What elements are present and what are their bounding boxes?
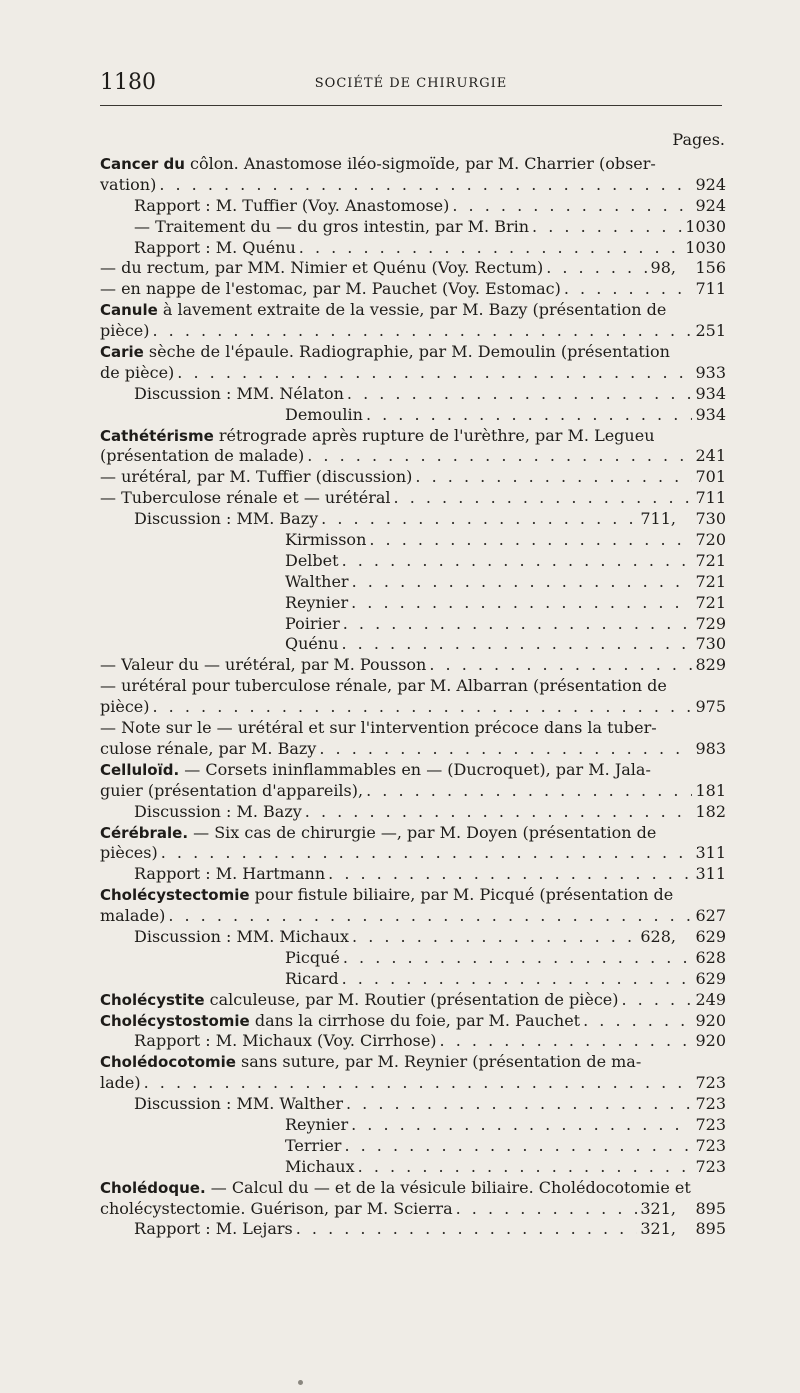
entry-heading: Cholécystite	[100, 990, 205, 1009]
leader-dots	[305, 802, 693, 823]
entry-body: de pièce)	[100, 362, 175, 382]
entry-body: dans la cirrhose du foie, par M. Pauchet	[249, 1010, 581, 1030]
leader-dots	[532, 217, 682, 238]
entry-text	[100, 760, 651, 779]
page-ref: 721	[695, 550, 726, 570]
entry-body: culose rénale, par M. Bazy	[100, 738, 317, 758]
entry-body: Kirmisson	[285, 530, 367, 550]
entry-text	[100, 1052, 641, 1071]
page-ref: 628,	[640, 926, 676, 946]
leader-dots	[346, 1094, 692, 1115]
entry-body: — Note sur le — urétéral et sur l'intervention précoce dans la tuber-	[100, 718, 657, 738]
entry-text	[285, 1157, 355, 1178]
entry-body: Rapport : M. Lejars	[134, 1219, 293, 1239]
index-line	[100, 1031, 726, 1052]
entry-text	[134, 1031, 437, 1052]
page-ref: 98,	[650, 258, 676, 278]
page-ref: 249	[695, 989, 726, 1009]
leader-dots	[394, 488, 693, 509]
page-ref: 729	[695, 613, 726, 633]
leader-dots	[369, 530, 692, 551]
page-ref: 730	[695, 634, 726, 654]
entry-body: Michaux	[285, 1156, 355, 1176]
page-ref: 241	[695, 446, 726, 466]
entry-body: Demoulin	[285, 404, 363, 424]
entry-text	[285, 551, 339, 572]
index-line	[100, 342, 726, 363]
page-ref: 934	[695, 404, 726, 424]
leader-dots	[564, 279, 693, 300]
entry-heading: Canule	[100, 301, 158, 320]
page-ref: 181	[695, 780, 726, 800]
leader-dots	[351, 593, 692, 614]
index-line	[100, 781, 726, 802]
entry-heading: Carie	[100, 343, 144, 362]
entry-text	[134, 196, 449, 217]
entry-text	[285, 634, 339, 655]
entry-text	[100, 843, 158, 864]
page-ref: 627	[695, 906, 726, 926]
index-line	[100, 1199, 726, 1220]
entry-text	[100, 342, 670, 361]
entry-text	[100, 739, 316, 760]
entry-body: — urétéral pour tuberculose rénale, par M. Albarran (présentation de	[100, 676, 667, 696]
index-line	[100, 1136, 726, 1157]
entry-body: pièce)	[100, 697, 150, 717]
leader-dots	[153, 697, 693, 718]
entry-body: Discussion : MM. Bazy	[134, 509, 319, 529]
index-line	[100, 384, 726, 405]
index-line	[100, 823, 726, 844]
index-line	[100, 426, 726, 447]
entry-body: — Traitement du — du gros intestin, par M. Brin	[134, 216, 530, 236]
page-ref-secondary: 629	[695, 926, 726, 946]
leader-dots	[352, 572, 693, 593]
entry-body: Picqué	[285, 947, 340, 967]
index-line	[100, 154, 726, 175]
leader-dots	[342, 634, 693, 655]
entry-body: Rapport : M. Hartmann	[134, 864, 326, 884]
page-ref: 721	[695, 571, 726, 591]
index-line	[100, 530, 726, 551]
page-ref: 723	[695, 1156, 726, 1176]
entry-text	[134, 927, 349, 948]
entry-body: calculeuse, par M. Routier (présentation de pièce)	[204, 989, 619, 1009]
leader-dots	[456, 1199, 638, 1220]
entry-text	[100, 321, 150, 342]
index-line	[100, 196, 726, 217]
entry-text	[100, 446, 304, 467]
entry-text	[285, 593, 348, 614]
page-ref: 723	[695, 1094, 726, 1114]
index-line	[100, 1011, 726, 1032]
leader-dots	[452, 196, 692, 217]
entry-body: — urétéral, par M. Tuffier (discussion)	[100, 467, 413, 487]
entry-heading: Cholécystectomie	[100, 886, 250, 905]
index-entries	[100, 154, 726, 1240]
leader-dots	[583, 1011, 692, 1032]
page-ref: 711,	[640, 509, 676, 529]
leader-dots	[307, 446, 692, 467]
entry-text	[100, 488, 391, 509]
entry-text	[100, 1178, 691, 1197]
entry-body: pièces)	[100, 843, 158, 863]
entry-text	[100, 175, 156, 196]
page-number: 1180	[100, 70, 156, 95]
entry-text	[100, 1199, 453, 1220]
leader-dots	[352, 927, 637, 948]
index-line	[100, 363, 726, 384]
entry-body: — Calcul du — et de la vésicule biliaire. Cholédocotomie et	[205, 1177, 691, 1197]
index-line	[100, 760, 726, 781]
entry-heading: Cholédoque.	[100, 1178, 206, 1197]
entry-text	[285, 1136, 341, 1157]
leader-dots	[343, 614, 693, 635]
leader-dots	[344, 1136, 692, 1157]
entry-text	[285, 405, 363, 426]
leader-dots	[144, 1073, 693, 1094]
page-speck	[298, 1380, 303, 1385]
index-line	[100, 1219, 726, 1240]
leader-dots	[622, 990, 693, 1011]
entry-body: vation)	[100, 174, 157, 194]
entry-text	[100, 154, 656, 173]
index-line	[100, 405, 726, 426]
entry-text	[134, 238, 296, 259]
entry-body: Rapport : M. Tuffier (Voy. Anastomose)	[134, 195, 450, 215]
entry-body: rétrograde après rupture de l'urèthre, par M. Legueu	[213, 425, 655, 445]
page-ref: 924	[695, 174, 726, 194]
page-header	[100, 70, 722, 98]
page-ref: 701	[695, 467, 726, 487]
page-ref-secondary: 156	[695, 258, 726, 278]
leader-dots	[351, 1115, 692, 1136]
index-line	[100, 802, 726, 823]
entry-body: — Corsets ininflammables en — (Ducroquet), par M. Jala-	[179, 759, 651, 779]
index-line	[100, 593, 726, 614]
index-line	[100, 467, 726, 488]
entry-text	[285, 614, 340, 635]
entry-text	[134, 1219, 293, 1240]
entry-body: côlon. Anastomose iléo-sigmoïde, par M. Charrier (obser-	[184, 154, 656, 173]
entry-heading: Celluloïd.	[100, 760, 180, 779]
entry-body: (présentation de malade)	[100, 446, 305, 466]
page-ref: 720	[695, 530, 726, 550]
entry-heading: Cancer du	[100, 155, 185, 173]
page-ref: 920	[695, 1031, 726, 1051]
entry-text	[100, 781, 363, 802]
page-ref: 629	[695, 968, 726, 988]
index-line	[100, 1157, 726, 1178]
leader-dots	[366, 781, 692, 802]
page-ref: 723	[695, 1073, 726, 1093]
index-line	[100, 634, 726, 655]
leader-dots	[296, 1219, 638, 1240]
entry-text	[100, 906, 165, 927]
leader-dots	[358, 1157, 693, 1178]
entry-body: à lavement extraite de la vessie, par M. Bazy (présentation de	[157, 300, 667, 320]
entry-text	[100, 1011, 580, 1032]
entry-heading: Cholécystostomie	[100, 1011, 250, 1030]
page-ref: 934	[695, 383, 726, 403]
entry-body: Ricard	[285, 968, 339, 988]
index-line	[100, 969, 726, 990]
index-line	[100, 446, 726, 467]
index-line	[100, 217, 726, 238]
index-line	[100, 1115, 726, 1136]
entry-text	[134, 864, 325, 885]
entry-text	[100, 676, 667, 695]
entry-text	[285, 572, 349, 593]
entry-text	[100, 279, 561, 300]
entry-text	[100, 655, 426, 676]
entry-body: sans suture, par M. Reynier (présentation de ma-	[235, 1052, 642, 1072]
leader-dots	[546, 258, 647, 279]
leader-dots	[328, 864, 692, 885]
index-line	[100, 300, 726, 321]
entry-text	[100, 718, 657, 737]
leader-dots	[161, 843, 693, 864]
page-ref: 983	[695, 738, 726, 758]
entry-body: Reynier	[285, 592, 349, 612]
page-ref-secondary: 895	[695, 1219, 726, 1239]
entry-text	[134, 509, 318, 530]
entry-text	[285, 948, 340, 969]
index-line	[100, 1178, 726, 1199]
leader-dots	[342, 969, 693, 990]
page-ref: 1030	[685, 237, 726, 257]
page-ref: 251	[695, 321, 726, 341]
page-ref: 711	[695, 488, 726, 508]
index-line	[100, 864, 726, 885]
running-title: SOCIÉTÉ DE CHIRURGIE	[314, 76, 508, 91]
index-line	[100, 614, 726, 635]
page-ref: 920	[695, 1010, 726, 1030]
entry-text	[134, 1094, 343, 1115]
index-line	[100, 238, 726, 259]
entry-body: Quénu	[285, 634, 339, 654]
index-line	[100, 990, 726, 1011]
entry-heading: Cérébrale.	[100, 823, 189, 842]
leader-dots	[168, 906, 692, 927]
index-line	[100, 927, 726, 948]
index-line	[100, 843, 726, 864]
leader-dots	[343, 948, 693, 969]
index-line	[100, 1073, 726, 1094]
leader-dots	[415, 467, 692, 488]
index-line	[100, 885, 726, 906]
index-line	[100, 572, 726, 593]
entry-heading: Cholédocotomie	[100, 1053, 236, 1072]
page-ref: 1030	[685, 216, 726, 236]
entry-body: — en nappe de l'estomac, par M. Pauchet (Voy. Estomac)	[100, 279, 561, 299]
entry-text	[285, 1115, 348, 1136]
page-ref: 182	[695, 801, 726, 821]
index-line	[100, 509, 726, 530]
entry-body: pièce)	[100, 321, 150, 341]
entry-body: Reynier	[285, 1114, 349, 1134]
page-ref: 721	[695, 592, 726, 612]
index-line	[100, 906, 726, 927]
page-ref: 975	[695, 697, 726, 717]
entry-text	[100, 258, 543, 279]
index-line	[100, 1052, 726, 1073]
index-line	[100, 279, 726, 300]
entry-text	[100, 1073, 141, 1094]
entry-body: — Six cas de chirurgie —, par M. Doyen (présentation de	[188, 822, 657, 842]
entry-body: Discussion : M. Bazy	[134, 801, 302, 821]
page-ref: 933	[695, 362, 726, 382]
entry-text	[134, 217, 529, 238]
entry-text	[100, 426, 655, 445]
leader-dots	[366, 405, 693, 426]
leader-dots	[347, 384, 693, 405]
index-line	[100, 175, 726, 196]
entry-body: sèche de l'épaule. Radiographie, par M. Demoulin (présentation	[143, 342, 670, 362]
entry-text	[285, 530, 366, 551]
index-line	[100, 697, 726, 718]
entry-body: Rapport : M. Quénu	[134, 237, 296, 257]
leader-dots	[321, 509, 637, 530]
leader-dots	[159, 175, 692, 196]
entry-body: pour fistule biliaire, par M. Picqué (présentation de	[249, 885, 674, 905]
index-line	[100, 948, 726, 969]
header-rule	[100, 105, 722, 106]
index-line	[100, 718, 726, 739]
entry-text	[100, 990, 619, 1011]
leader-dots	[440, 1031, 693, 1052]
entry-body: Discussion : MM. Nélaton	[134, 383, 344, 403]
index-line	[100, 1094, 726, 1115]
index-line	[100, 258, 726, 279]
page-ref-secondary: 730	[695, 509, 726, 529]
leader-dots	[177, 363, 692, 384]
pages-column-label: Pages.	[672, 130, 725, 149]
entry-body: malade)	[100, 906, 166, 926]
entry-body: guier (présentation d'appareils),	[100, 780, 364, 800]
entry-heading: Cathétérisme	[100, 426, 214, 445]
index-line	[100, 321, 726, 342]
entry-text	[134, 384, 344, 405]
index-line	[100, 739, 726, 760]
entry-body: Rapport : M. Michaux (Voy. Cirrhose)	[134, 1031, 437, 1051]
entry-body: Terrier	[285, 1135, 342, 1155]
index-line	[100, 676, 726, 697]
index-line	[100, 488, 726, 509]
entry-body: lade)	[100, 1073, 141, 1093]
page-ref: 711	[695, 279, 726, 299]
page-ref: 924	[695, 195, 726, 215]
index-line	[100, 655, 726, 676]
entry-body: — Tuberculose rénale et — urétéral	[100, 488, 391, 508]
page-ref: 628	[695, 947, 726, 967]
page-ref: 321,	[640, 1198, 676, 1218]
entry-body: Discussion : MM. Walther	[134, 1094, 343, 1114]
page-ref: 829	[695, 655, 726, 675]
entry-text	[100, 363, 174, 384]
entry-text	[100, 300, 666, 319]
page-ref: 311	[695, 843, 726, 863]
page-ref: 321,	[640, 1219, 676, 1239]
entry-text	[285, 969, 339, 990]
page-ref: 723	[695, 1114, 726, 1134]
leader-dots	[342, 551, 693, 572]
entry-body: Discussion : MM. Michaux	[134, 926, 350, 946]
entry-body: — du rectum, par MM. Nimier et Quénu (Voy. Rectum)	[100, 258, 544, 278]
entry-body: — Valeur du — urétéral, par M. Pousson	[100, 655, 427, 675]
entry-body: Delbet	[285, 550, 339, 570]
leader-dots	[299, 238, 683, 259]
entry-body: Poirier	[285, 613, 340, 633]
leader-dots	[429, 655, 692, 676]
entry-text	[100, 885, 673, 904]
entry-text	[100, 697, 150, 718]
page-ref: 311	[695, 864, 726, 884]
entry-text	[100, 467, 412, 488]
entry-body: Walther	[285, 571, 349, 591]
leader-dots	[319, 739, 692, 760]
leader-dots	[153, 321, 693, 342]
page-ref: 723	[695, 1135, 726, 1155]
index-line	[100, 551, 726, 572]
page-ref-secondary: 895	[695, 1198, 726, 1218]
entry-body: cholécystectomie. Guérison, par M. Scierra	[100, 1198, 453, 1218]
entry-text	[134, 802, 302, 823]
entry-text	[100, 823, 656, 842]
